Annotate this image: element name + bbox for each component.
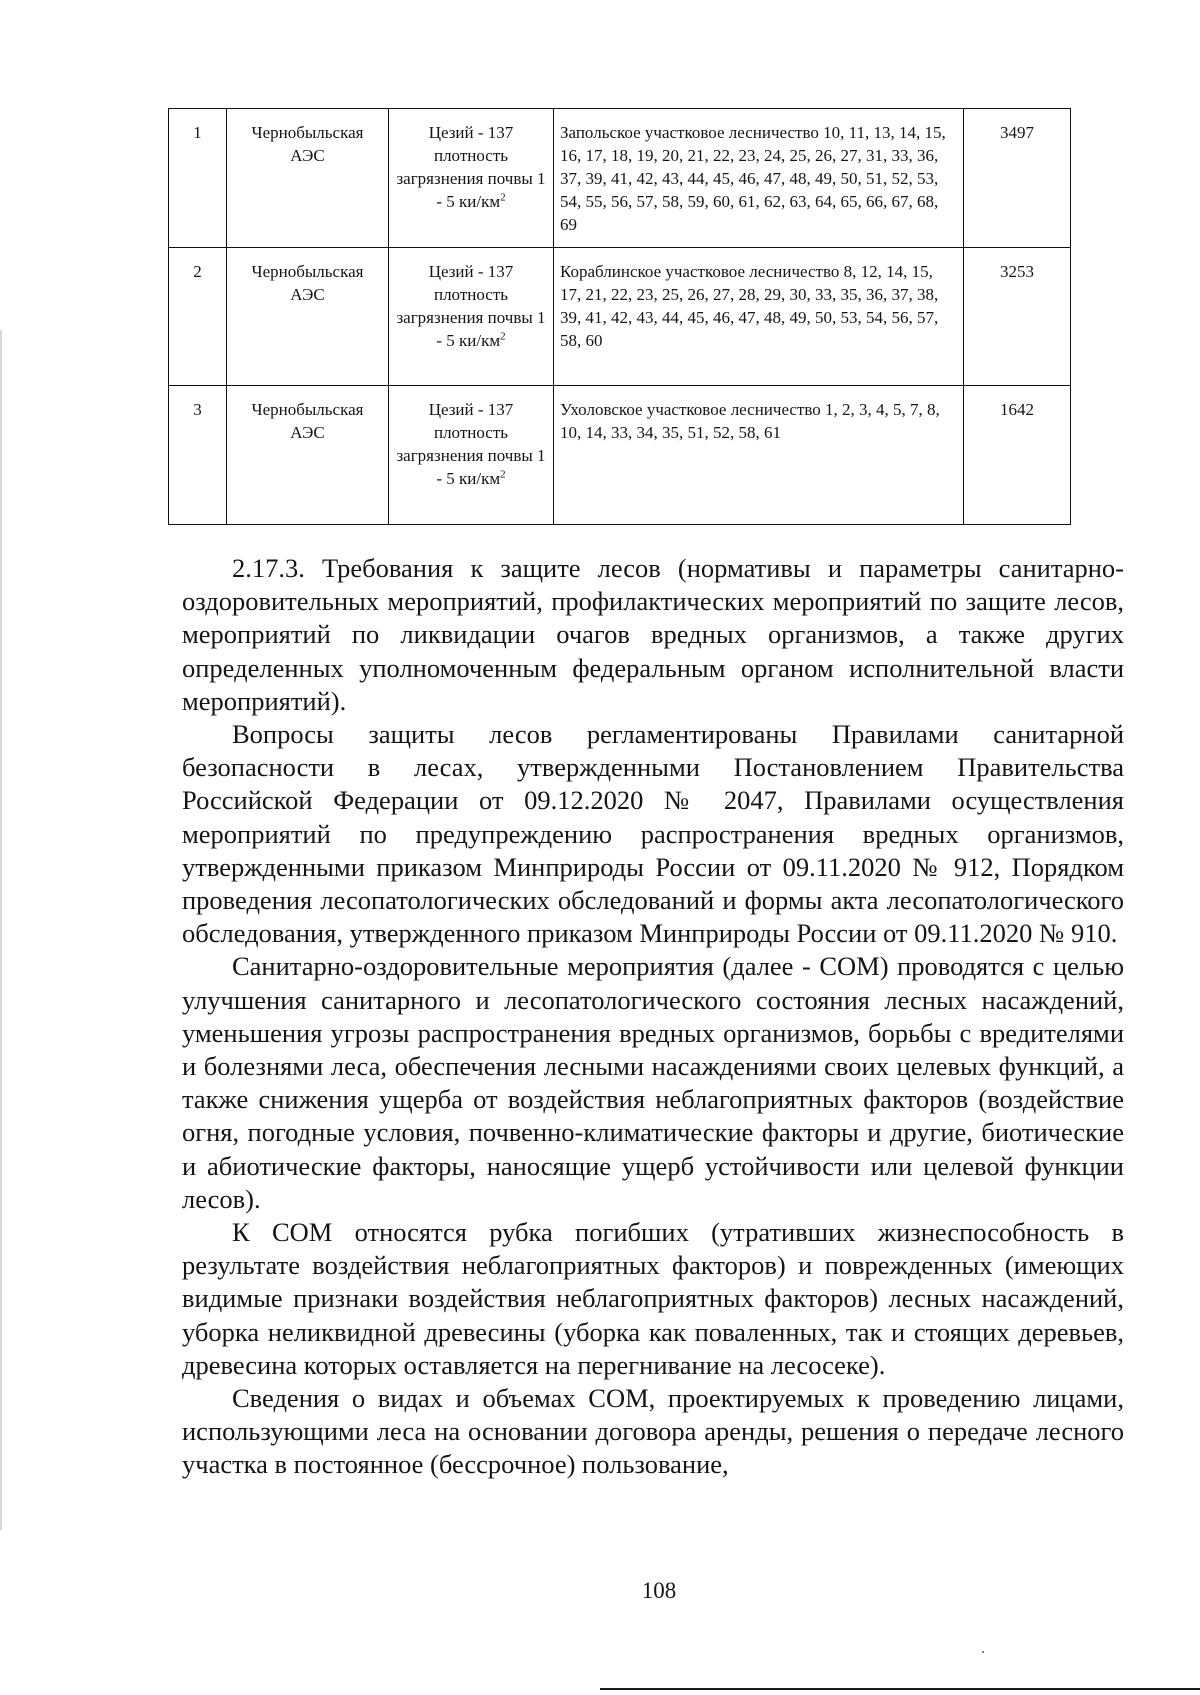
area-value: 3253 [964, 248, 1071, 386]
scan-edge-shadow [0, 330, 2, 1530]
bottom-edge-line [600, 1688, 1200, 1690]
station-name: Чернобыльская АЭС [227, 248, 389, 386]
paragraph-som-details: Сведения о видах и объемах СОМ, проектируемых к проведению лицами, использующими леса на основании договора аренды, решения о передаче лесного участка в постоянное (бессрочное) пользование, [182, 1383, 1124, 1480]
station-name: Чернобыльская АЭС [227, 386, 389, 525]
page-number: 108 [641, 1578, 677, 1603]
density-unit: ки/км [459, 469, 501, 488]
isotope-text: Цезий - 137 плотность загрязнения почвы 1 - 5 [396, 262, 546, 350]
isotope-text: Цезий - 137 плотность загрязнения почвы 1 - 5 [396, 400, 546, 488]
isotope-text: Цезий - 137 плотность загрязнения почвы 1 - 5 [396, 123, 546, 211]
row-number: 3 [169, 386, 227, 525]
unit-exponent: 2 [500, 191, 506, 204]
isotope-density [389, 248, 554, 386]
body-text [182, 552, 1124, 1482]
paragraph-regulations: Вопросы защиты лесов регламентированы Правилами санитарной безопасности в лесах, утвержденными Постановлением Правительства Российской Федерации от 09.12.2020 № 2047, Правилами осуществления мероприятий по предупреждению распространения вредных организмов, утвержденными приказом Минприроды России от 09.11.2020 № 912, Порядком проведения лесопатологических обследований и формы акта лесопатологического обследования, утвержденного приказом Минприроды России от 09.11.2020 № 910. [182, 719, 1124, 949]
unit-exponent: 2 [500, 468, 506, 481]
unit-exponent: 2 [500, 330, 506, 343]
table-row [169, 386, 1071, 525]
paragraph-som-definition: Санитарно-оздоровительные мероприятия (далее - СОМ) проводятся с целью улучшения санитарного и лесопатологического состояния лесных насаждений, уменьшения угрозы распространения вредных организмов, борьбы с вредителями и болезнями леса, обеспечения лесными насаждениями своих целевых функций, а также снижения ущерба от воздействия неблагоприятных факторов (воздействие огня, погодные условия, почвенно-климатические факторы и другие, биотические и абиотические факторы, наносящие ущерб устойчивости или целевой функции лесов). [182, 951, 1124, 1214]
forestry-quarters: Ухоловское участковое лесничество 1, 2, 3, 4, 5, 7, 8, 10, 14, 33, 34, 35, 51, 52, 58, 61 [554, 386, 964, 525]
paragraph-section-heading: 2.17.3. Требования к защите лесов (нормативы и параметры санитарно-оздоровительных мероприятий, профилактических мероприятий по защите лесов, мероприятий по ликвидации очагов вредных организмов, а также других определенных уполномоченным федеральным органом исполнительной власти мероприятий). [182, 553, 1124, 716]
scan-speck [982, 1651, 984, 1653]
forestry-quarters: Кораблинское участковое лесничество 8, 12, 14, 15, 17, 21, 22, 23, 25, 26, 27, 28, 29, 30, 33, 35, 36, 37, 38, 39, 41, 42, 43, 44, 45, 46, 47, 48, 49, 50, 53, 54, 56, 57, 58, 60 [554, 248, 964, 386]
paragraph-som-scope: К СОМ относятся рубка погибших (утративших жизнеспособность в результате воздействия неблагоприятных факторов) и поврежденных (имеющих видимые признаки воздействия неблагоприятных факторов) лесных насаждений, уборка неликвидной древесины (уборка как поваленных, так и стоящих деревьев, древесина которых оставляется на перегнивание на лесосеке). [182, 1217, 1124, 1380]
table-row [169, 109, 1071, 248]
density-unit: ки/км [459, 192, 501, 211]
table-row [169, 248, 1071, 386]
isotope-density [389, 386, 554, 525]
forestry-quarters: Запольское участковое лесничество 10, 11, 13, 14, 15, 16, 17, 18, 19, 20, 21, 22, 23, 24, 25, 26, 27, 31, 33, 36, 37, 39, 41, 42, 43, 44, 45, 46, 47, 48, 49, 50, 51, 52, 53, 54, 55, 56, 57, 58, 59, 60, 61, 62, 63, 64, 65, 66, 67, 68, 69 [554, 109, 964, 248]
isotope-density [389, 109, 554, 248]
row-number: 2 [169, 248, 227, 386]
contamination-table [168, 108, 1071, 525]
station-name: Чернобыльская АЭС [227, 109, 389, 248]
area-value: 1642 [964, 386, 1071, 525]
area-value: 3497 [964, 109, 1071, 248]
density-unit: ки/км [459, 331, 501, 350]
row-number: 1 [169, 109, 227, 248]
